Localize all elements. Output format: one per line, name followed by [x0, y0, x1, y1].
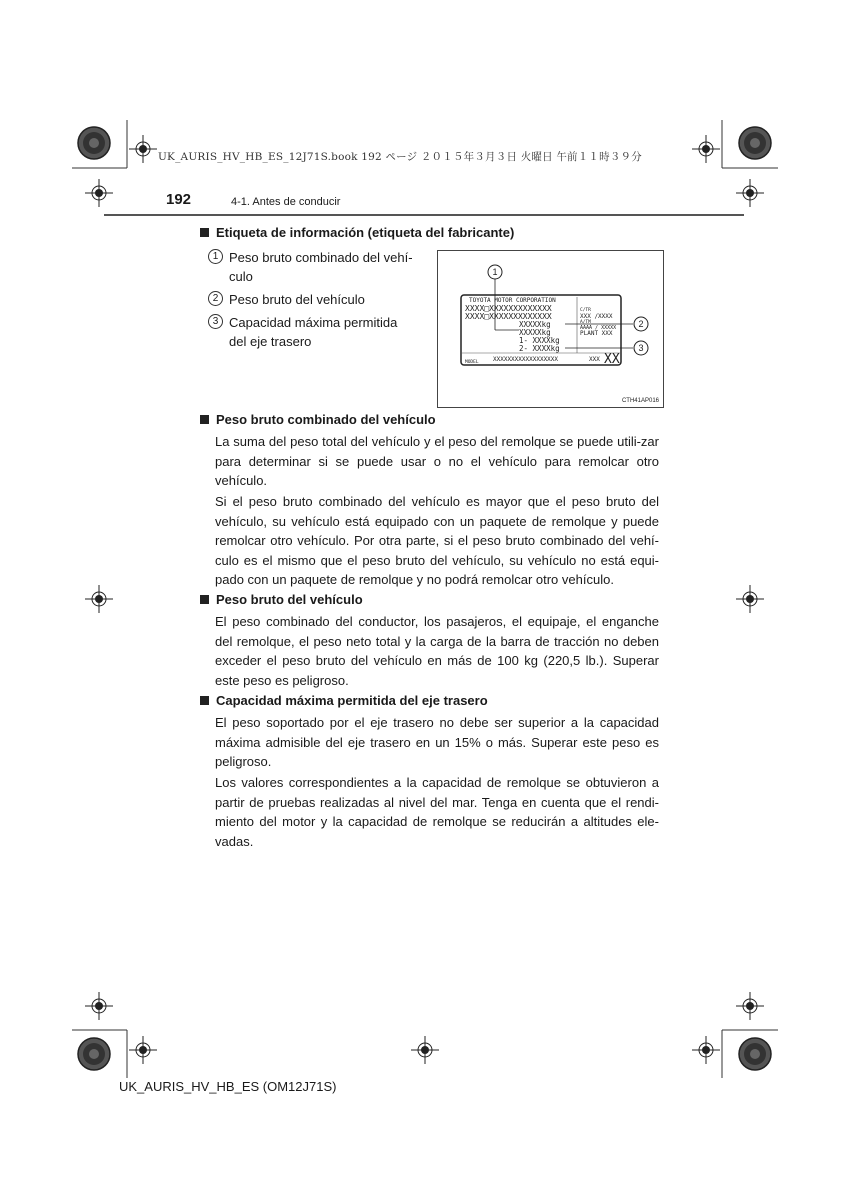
- registration-target-icon: [129, 135, 157, 163]
- registration-target-icon: [736, 585, 764, 613]
- section-title: 4-1. Antes de conducir: [231, 196, 341, 208]
- list-item-line: Peso bruto del vehículo: [229, 292, 365, 307]
- section-heading-text: Capacidad máxima permitida del eje trasero: [216, 693, 488, 708]
- paragraph: Los valores correspondientes a la capacidad de remolque se obtuvieron a partir de pruebas realizadas al nivel del mar. Tenga en cuenta que el rendi-miento del motor y la capacidad de remolque se reducirán a altitudes ele-vadas.: [215, 775, 659, 849]
- registration-target-icon: [85, 585, 113, 613]
- bullet-square-icon: [200, 696, 209, 705]
- label-kg-text: XXXXXkg: [519, 328, 551, 337]
- registration-target-icon: [411, 1036, 439, 1064]
- paragraph: La suma del peso total del vehículo y el peso del remolque se puede utili-zar para determinar si se puede usar o no el vehículo para remolcar otro vehículo.: [215, 434, 659, 488]
- list-item: [208, 290, 365, 309]
- label-plant-text: PLANT XXX: [580, 330, 613, 337]
- section-heading-text: Peso bruto combinado del vehículo: [216, 412, 436, 427]
- label-xx-text: XX: [604, 352, 620, 367]
- section-heading: [200, 693, 488, 708]
- list-item: [208, 248, 413, 286]
- registration-starburst-icon: [739, 1038, 771, 1070]
- list-item-line: del eje trasero: [229, 334, 312, 349]
- bullet-square-icon: [200, 415, 209, 424]
- bullet-square-icon: [200, 595, 209, 604]
- registration-target-icon: [85, 992, 113, 1020]
- section-heading: [200, 592, 363, 607]
- list-item-text: [229, 313, 397, 351]
- label-kg-text: XXXXXkg: [519, 320, 551, 329]
- registration-target-icon: [692, 135, 720, 163]
- registration-target-icon: [129, 1036, 157, 1064]
- list-item-text: [229, 248, 413, 286]
- label-xxx-text: XXX: [589, 356, 600, 363]
- label-kg-text: 2- XXXXkg: [519, 344, 560, 353]
- paragraph: El peso combinado del conductor, los pasajeros, el equipaje, el enganche del remolque, el peso neto total y la carga de la barra de tracción no deben exceder el peso bruto del vehículo en más de 100 kg (220,5 lb.). Superar este peso es peligroso.: [215, 614, 659, 688]
- callout-number: 1: [208, 249, 223, 264]
- section-heading-text: Peso bruto del vehículo: [216, 592, 363, 607]
- page-number: 192: [166, 191, 192, 208]
- footer-code: UK_AURIS_HV_HB_ES (OM12J71S): [119, 1079, 337, 1094]
- section-heading: [200, 412, 436, 427]
- list-item: [208, 313, 397, 351]
- manufacturer-label-figure: [437, 250, 664, 408]
- paragraph: Si el peso bruto combinado del vehículo es mayor que el peso bruto del vehículo, su vehículo está equipado con un paquete de remolque y puede remolcar otro vehículo. Por otra parte, si el peso bruto combinado del vehí-culo es el mismo que el peso bruto del vehículo, su vehículo no está equi-pado con un paquete de remolque y no podrá remolcar otro vehículo.: [215, 494, 659, 587]
- registration-target-icon: [736, 992, 764, 1020]
- label-aaaa-text: AAAA / XXXXX: [580, 325, 617, 331]
- label-kg-text: 1- XXXXkg: [519, 336, 560, 345]
- registration-starburst-icon: [78, 127, 110, 159]
- registration-starburst-icon: [739, 127, 771, 159]
- registration-target-icon: [85, 179, 113, 207]
- label-model-label: MODEL: [465, 360, 479, 365]
- header-rule: [104, 214, 744, 216]
- bullet-square-icon: [200, 228, 209, 237]
- callout-number: 3: [638, 343, 644, 353]
- label-heading: [200, 225, 514, 240]
- book-info-line: UK_AURIS_HV_HB_ES_12J71S.book 192 ページ ２０１５年３月３日 火曜日 午前１１時３９分: [158, 151, 642, 163]
- label-ctr-text: C/TR: [580, 308, 591, 313]
- label-model-value: XXXXXXXXXXXXXXXXXX: [493, 356, 559, 363]
- paragraph: El peso soportado por el eje trasero no debe ser superior a la capacidad máxima admisible del eje trasero en un 15% o más. Superar este peso es peligroso.: [215, 715, 659, 769]
- registration-starburst-icon: [78, 1038, 110, 1070]
- callout-number: 2: [638, 319, 644, 329]
- registration-target-icon: [736, 179, 764, 207]
- list-item-line: Peso bruto combinado del vehí-: [229, 250, 413, 265]
- label-heading-text: Etiqueta de información (etiqueta del fabricante): [216, 225, 515, 240]
- figure-code: CTH41AP016: [621, 398, 659, 404]
- callout-number: 2: [208, 291, 223, 306]
- label-atm-text: A/TM: [580, 320, 591, 325]
- list-item-line: culo: [229, 269, 253, 284]
- callout-number: 3: [208, 314, 223, 329]
- list-item-line: Capacidad máxima permitida: [229, 315, 398, 330]
- label-row-text: XXXX□XXXXXXXXXXXXX: [465, 304, 552, 313]
- label-row-text: XXXX□XXXXXXXXXXXXX: [465, 312, 552, 321]
- label-ctr-value: XXX /XXXX: [580, 313, 613, 320]
- callout-number: 1: [492, 267, 498, 277]
- label-maker-text: TOYOTA MOTOR CORPORATION: [469, 297, 556, 304]
- registration-target-icon: [692, 1036, 720, 1064]
